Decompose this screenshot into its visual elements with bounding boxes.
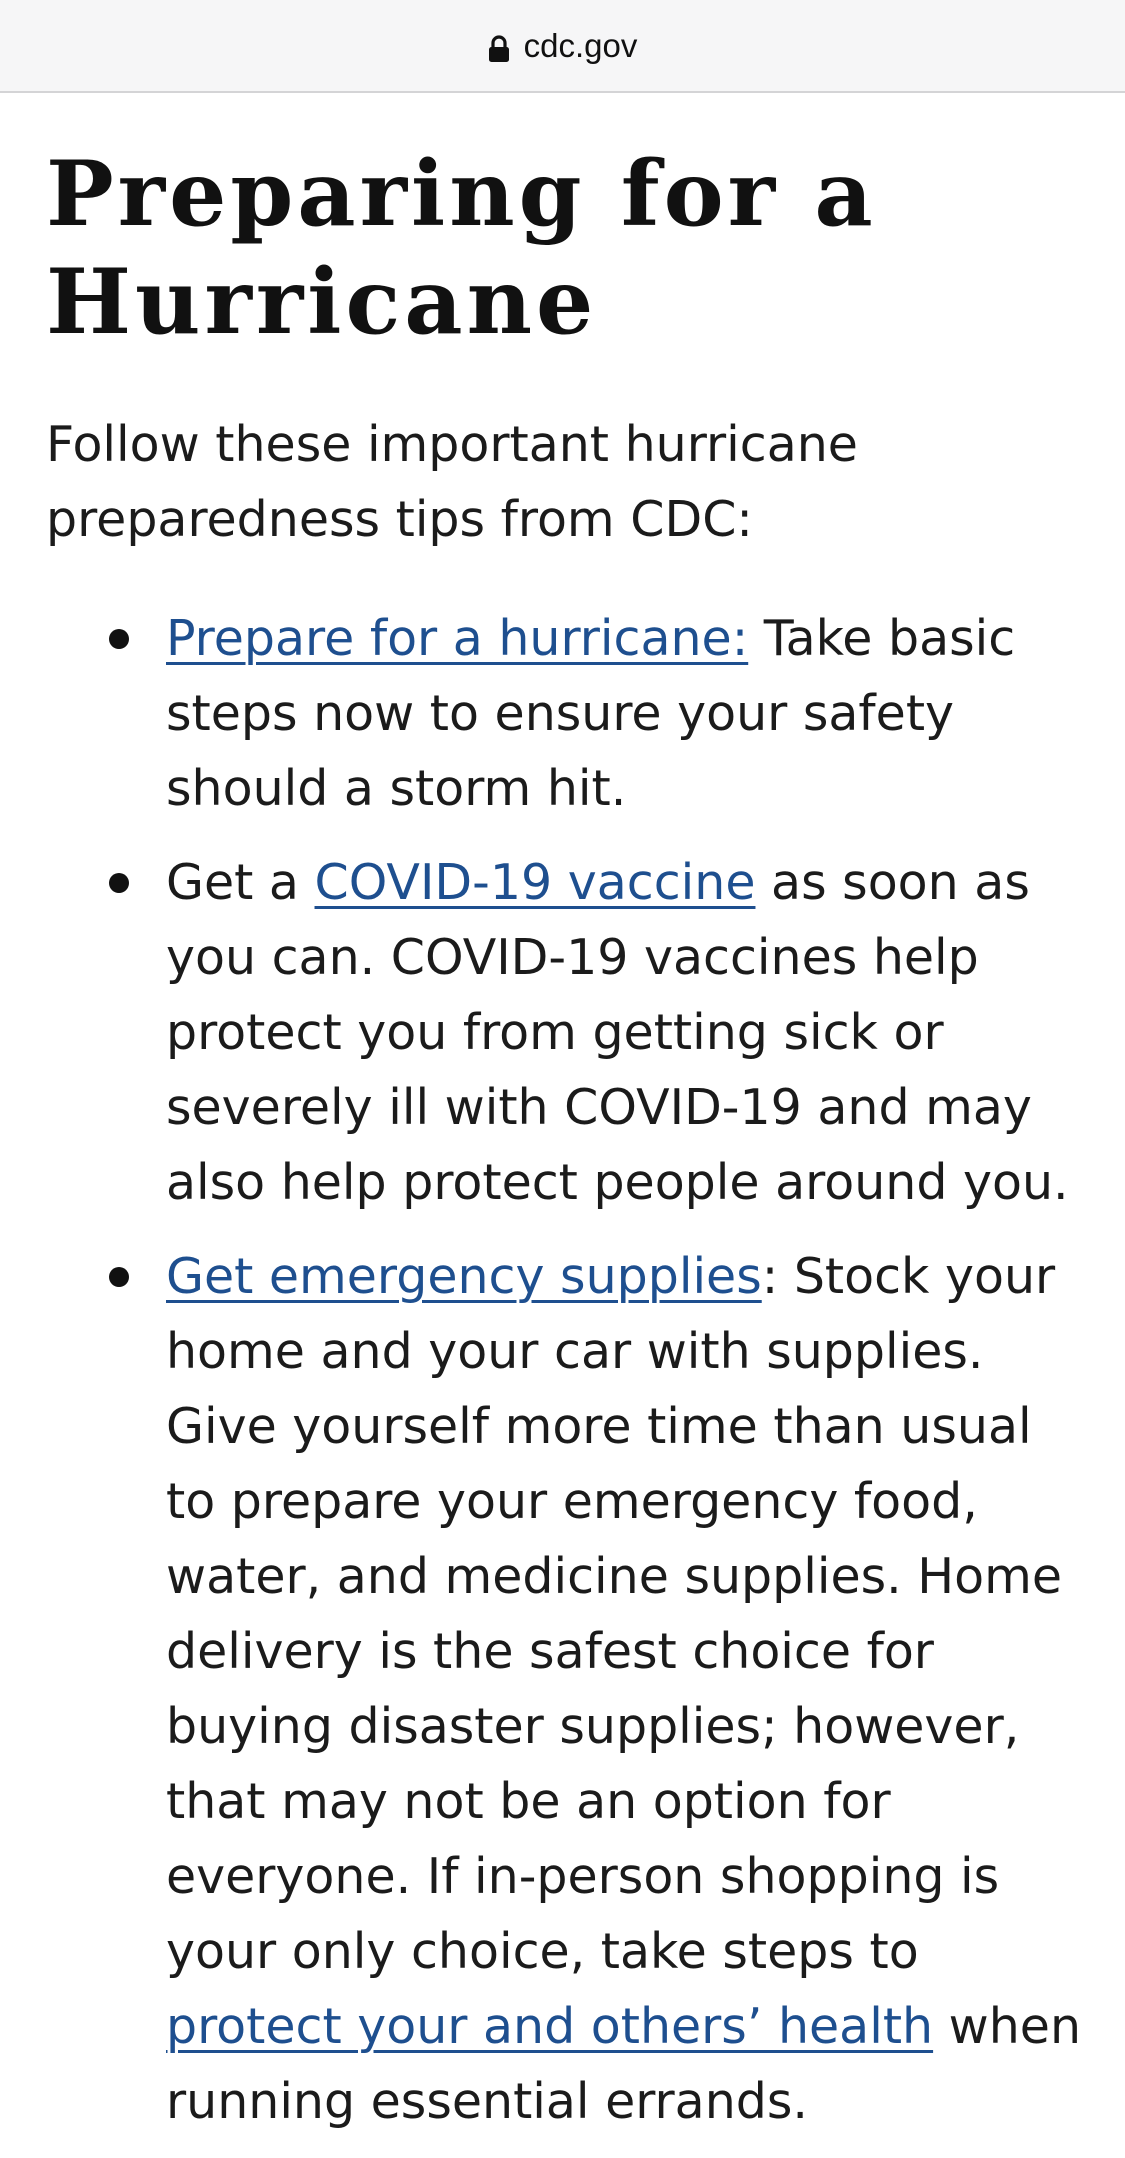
url-display[interactable]: [488, 27, 638, 65]
item-text: as soon as you can. COVID-19 vaccines help protect you from getting sick or severely ill with COVID-19 and may also help protect people around you.: [166, 854, 1069, 1211]
item-text: when running essential errands.: [166, 1998, 1082, 2130]
prepare-for-hurricane-link[interactable]: Prepare for a hurricane:: [166, 610, 749, 667]
item-text: : Stock your home and your car with supplies. Give yourself more time than usual to prepare your emergency food, water, and medicine supplies. Home delivery is the safest choice for buying disaster supplies; however, that may not be an option for everyone. If in-person shopping is your only choice, take steps to: [166, 1248, 1062, 1980]
covid-19-vaccine-link[interactable]: COVID-19 vaccine: [314, 854, 756, 911]
bullet-icon: [109, 873, 129, 893]
intro-paragraph: Follow these important hurricane preparedness tips from CDC:: [46, 416, 858, 548]
list-item: [46, 845, 1086, 1220]
browser-url-bar[interactable]: [0, 0, 1125, 93]
item-text: Take basic steps now to ensure your safety should a storm hit.: [166, 610, 1016, 817]
bullet-icon: [109, 629, 129, 649]
item-text: Get a: [166, 854, 315, 911]
protect-health-link[interactable]: protect your and others’ health: [166, 1998, 934, 2055]
tips-list: [46, 601, 1086, 2139]
list-item: [46, 601, 1086, 826]
get-emergency-supplies-link[interactable]: Get emergency supplies: [166, 1248, 762, 1305]
bullet-icon: [109, 1267, 129, 1287]
lock-icon: [488, 33, 510, 61]
list-item: [46, 1239, 1086, 2139]
page-title: Preparing for a Hurricane: [46, 141, 877, 355]
url-text: cdc.gov: [523, 26, 638, 64]
main-content: [46, 93, 1086, 2158]
